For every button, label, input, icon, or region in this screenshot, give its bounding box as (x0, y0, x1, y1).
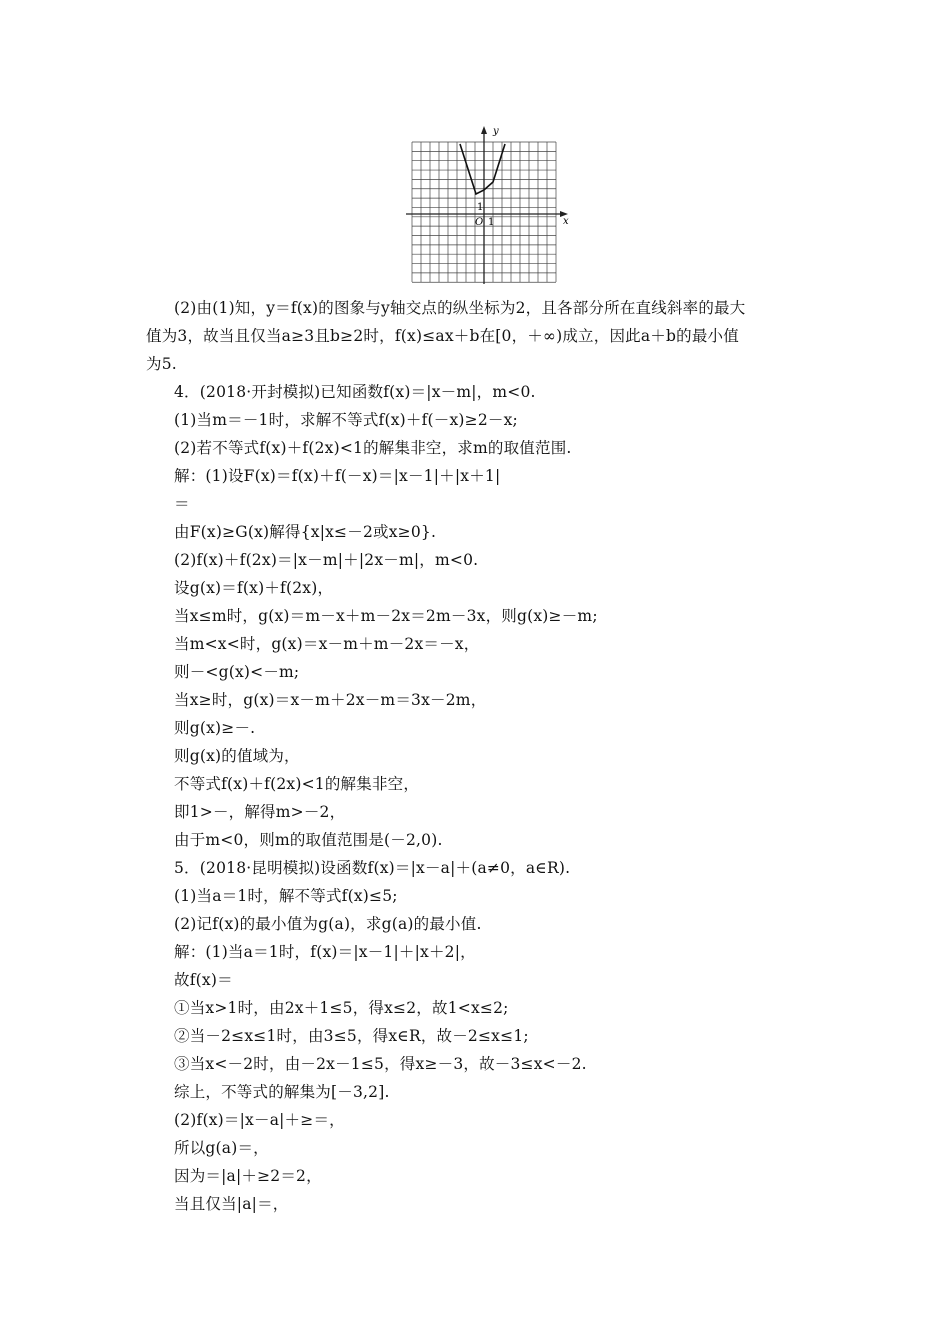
text-line: 当x≤m时，g(x)＝m－x＋m－2x＝2m－3x，则g(x)≥－m; (174, 607, 598, 625)
text-line: 即1>－，解得m>－2， (174, 803, 346, 821)
x-axis-label: x (563, 216, 569, 227)
text-line: 则－<g(x)<－m; (174, 663, 300, 681)
text-line: 则g(x)的值域为， (174, 747, 300, 765)
text-line: (2)若不等式f(x)＋f(2x)<1的解集非空，求m的取值范围. (174, 439, 572, 457)
graph-svg (404, 124, 574, 286)
text-line: 则g(x)≥－. (174, 719, 256, 737)
text-line: (2)f(x)＋f(2x)＝|x－m|＋|2x－m|，m<0. (174, 551, 479, 569)
text-line: 由F(x)≥G(x)解得{x|x≤－2或x≥0}. (174, 523, 437, 541)
text-line: ②当－2≤x≤1时，由3≤5，得x∈R，故－2≤x≤1; (174, 1027, 529, 1045)
y-axis-label: y (493, 126, 499, 137)
text-line: 故f(x)＝ (174, 971, 233, 989)
problem-4-statement: 4．(2018·开封模拟)已知函数f(x)＝|x－m|，m<0. (174, 383, 536, 401)
origin-label: O (475, 217, 484, 228)
text-line: 综上，不等式的解集为[－3,2]. (174, 1083, 390, 1101)
y-tick-label: 1 (477, 202, 484, 213)
text-line: 当且仅当|a|＝， (174, 1195, 289, 1213)
text-line: ③当x<－2时，由－2x－1≤5，得x≥－3，故－3≤x<－2. (174, 1055, 587, 1073)
text-line: 当m<x<时，g(x)＝x－m＋m－2x＝－x， (174, 635, 480, 653)
text-line: 解：(1)当a＝1时，f(x)＝|x－1|＋|x＋2|， (174, 943, 476, 961)
text-line: (2)由(1)知，y＝f(x)的图象与y轴交点的纵坐标为2，且各部分所在直线斜率的最大 (174, 299, 746, 317)
text-line: 不等式f(x)＋f(2x)<1的解集非空， (174, 775, 420, 793)
text-line: 值为3，故当且仅当a≥3且b≥2时，f(x)≤ax＋b在[0，＋∞)成立，因此a＋b的最小值 (146, 327, 739, 345)
text-line: 因为＝|a|＋≥2＝2， (174, 1167, 322, 1185)
problem-5-statement: 5．(2018·昆明模拟)设函数f(x)＝|x－a|＋(a≠0，a∈R). (174, 859, 571, 877)
x-tick-label: 1 (488, 217, 495, 228)
text-line: (2)f(x)＝|x－a|＋≥＝， (174, 1111, 345, 1129)
text-line: 解：(1)设F(x)＝f(x)＋f(－x)＝|x－1|＋|x＋1| (174, 467, 501, 485)
text-line: (1)当m＝－1时，求解不等式f(x)＋f(－x)≥2－x; (174, 411, 518, 429)
text-line: (2)记f(x)的最小值为g(a)，求g(a)的最小值. (174, 915, 482, 933)
text-line: 当x≥时，g(x)＝x－m＋2x－m＝3x－2m， (174, 691, 487, 709)
text-line: 由于m<0，则m的取值范围是(－2,0). (174, 831, 443, 849)
text-line: 所以g(a)＝， (174, 1139, 269, 1157)
text-line: ＝ (174, 495, 190, 513)
text-line: 设g(x)＝f(x)＋f(2x)， (174, 579, 334, 597)
function-graph-figure (404, 124, 574, 286)
y-axis-arrow (481, 126, 487, 134)
text-line: 为5. (146, 355, 177, 373)
text-line: ①当x>1时，由2x＋1≤5，得x≤2，故1<x≤2; (174, 999, 509, 1017)
text-line: (1)当a＝1时，解不等式f(x)≤5; (174, 887, 398, 905)
